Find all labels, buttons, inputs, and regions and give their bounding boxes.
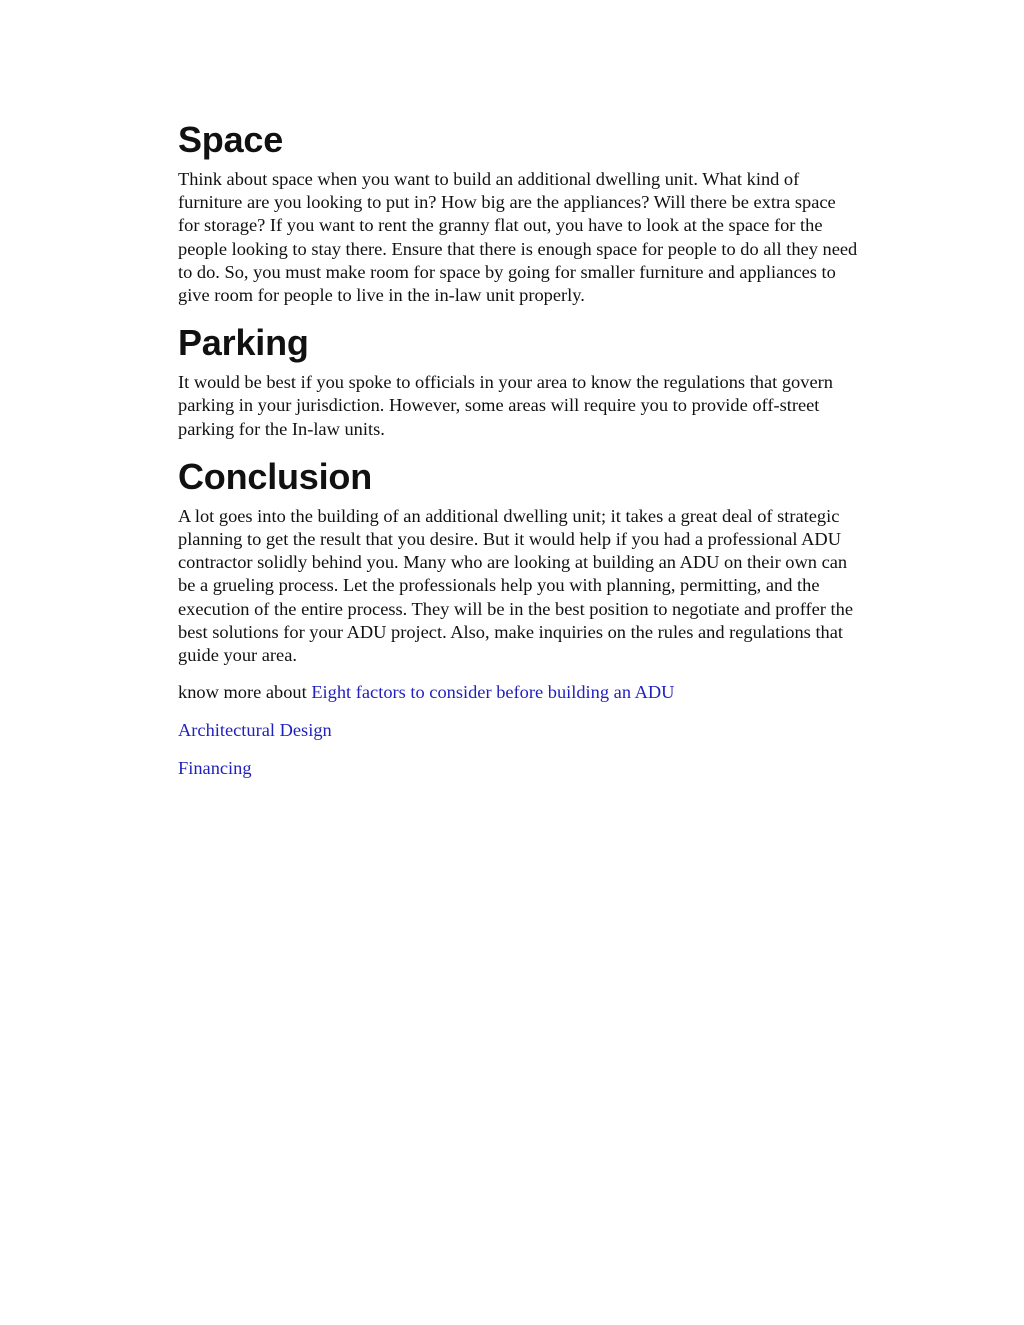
section-space: [178, 118, 858, 307]
section-body-parking: It would be best if you spoke to officials in your area to know the regulations that govern parking in your jurisdiction. However, some areas will require you to provide off-street parking for the In-law units.: [178, 372, 833, 439]
section-heading-space: Space: [178, 119, 284, 160]
section-body-space: Think about space when you want to build an additional dwelling unit. What kind of furniture are you looking to put in? How big are the appliances? Will there be extra space for storage? If you want to rent the granny flat out, you have to look at the space for the people looking to stay there. Ensure that there is enough space for people to do all they need to do. So, you must make room for space by going for smaller furniture and appliances to give room for people to live in the in-law unit properly.: [178, 169, 858, 306]
document-page: [178, 118, 858, 794]
architectural-design-link[interactable]: Architectural Design: [178, 719, 332, 740]
financing-link[interactable]: Financing: [178, 757, 252, 778]
financing-line: [178, 757, 858, 780]
eight-factors-link[interactable]: Eight factors to consider before building an ADU: [311, 682, 675, 703]
section-conclusion: [178, 455, 858, 667]
section-heading-parking: Parking: [178, 322, 309, 364]
section-heading-conclusion: Conclusion: [178, 455, 372, 497]
section-parking: [178, 321, 858, 441]
architectural-design-line: [178, 719, 858, 742]
related-links: [178, 681, 858, 780]
know-more-line: [178, 681, 858, 704]
know-more-prefix: know more about: [178, 682, 312, 703]
section-body-conclusion: A lot goes into the building of an additional dwelling unit; it takes a great deal of strategic planning to get the result that you desire. But it would help if you had a professional ADU contractor solidly behind you. Many who are looking at building an ADU on their own can be a grueling process. Let the professionals help you with planning, permitting, and the execution of the entire process. They will be in the best position to negotiate and proffer the best solutions for your ADU project. Also, make inquiries on the rules and regulations that guide your area.: [178, 505, 853, 666]
